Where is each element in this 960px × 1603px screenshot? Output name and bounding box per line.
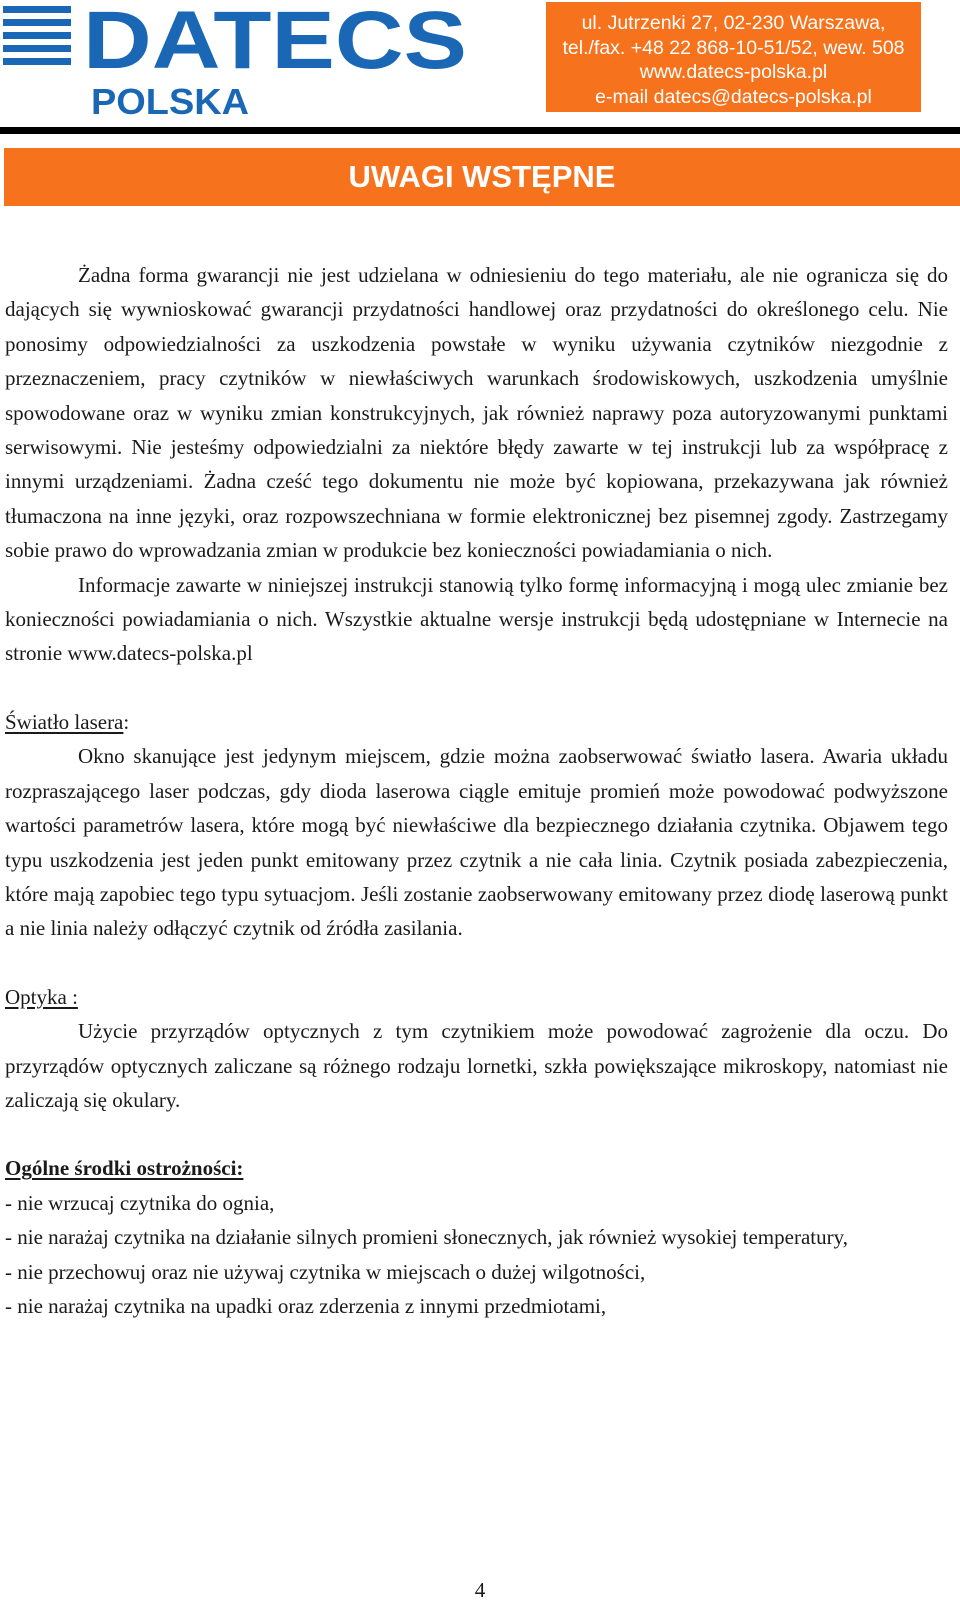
optics-heading-text: Optyka :	[5, 984, 78, 1009]
precaution-item: - nie przechowuj oraz nie używaj czytnika w miejscach o dużej wilgotności,	[5, 1259, 646, 1284]
page-title: UWAGI WSTĘPNE	[348, 159, 616, 194]
laser-heading-text: Światło lasera	[5, 709, 124, 734]
contact-email[interactable]: e-mail datecs@datecs-polska.pl	[595, 85, 872, 108]
page-header	[0, 0, 960, 136]
intro-paragraph-2: Informacje zawarte w niniejszej instrukcji stanowią tylko formę informacyjną i mogą ulec zmianie bez konieczności powiadamiania o nich. Wszystkie aktualne wersje instrukcji będą udostępniane w Internecie na stronie www.datecs-polska.pl	[5, 572, 948, 666]
header-divider	[0, 127, 960, 134]
precaution-item: - nie narażaj czytnika na upadki oraz zderzenia z innymi przedmiotami,	[5, 1293, 607, 1318]
contact-box	[546, 2, 921, 112]
spacer	[5, 1117, 948, 1151]
intro-paragraph-1: Żadna forma gwarancji nie jest udzielana w odniesieniu do tego materiału, ale nie ogranicza się do dających się wywnioskować gwarancji przydatności handlowej oraz przydatności do określonego celu. Nie ponosimy odpowiedzialności za uszkodzenia powstałe w wyniku używania czytników niezgodnie z przeznaczeniem, pracy czytników w niewłaściwych warunkach środowiskowych, uszkodzenia umyślnie spowodowane oraz w wyniku zmian konstrukcyjnych, jak również naprawy poza autoryzowanymi punktami serwisowymi. Nie jesteśmy odpowiedzialni za niektóre błędy zawarte w tej instrukcji lub za współpracę z innymi urządzeniami. Żadna cześć tego dokumentu nie może być kopiowana, przekazywana jak również tłumaczona na inne języki, oraz rozpowszechniana w formie elektronicznej bez pisemnej zgody. Zastrzegamy sobie prawo do wprowadzania zmian w produkcie bez konieczności powiadamiania o nich.	[5, 263, 948, 563]
laser-heading-colon: :	[123, 709, 130, 734]
laser-heading	[5, 705, 948, 739]
page-number: 4	[474, 1578, 486, 1602]
precaution-item: - nie narażaj czytnika na działanie silnych promieni słonecznych, jak również wysokiej temperatury,	[5, 1225, 848, 1250]
contact-address: ul. Jutrzenki 27, 02-230 Warszawa,	[581, 12, 886, 34]
laser-paragraph: Okno skanujące jest jedynym miejscem, gdzie można zaobserwować światło lasera. Awaria układu rozpraszającego laser podczas, gdy dioda laserowa ciągle emituje promień może powodować podwyższone wartości parametrów lasera, które mogą być niewłaściwe dla bezpiecznego działania czytnika. Objawem tego typu uszkodzenia jest jeden punkt emitowany przez czytnik a nie cała linia. Czytnik posiada zabezpieczenia, które mają zapobiec tego typu sytuacjom. Jeśli zostanie zaobserwowany emitowany przez diodę laserową punkt a nie linia należy odłączyć czytnik od źródła zasilania.	[5, 744, 948, 941]
datecs-logo	[3, 2, 473, 120]
precautions-heading-text: Ogólne środki ostrożności:	[5, 1156, 244, 1181]
spacer	[5, 946, 948, 980]
logo-brand: DATECS	[83, 2, 467, 86]
precautions-heading	[5, 1151, 948, 1185]
contact-phone: tel./fax. +48 22 868-10-51/52, wew. 508	[562, 36, 905, 59]
optics-heading	[5, 980, 948, 1014]
page-title-banner	[4, 148, 960, 206]
logo-stripes-icon	[3, 6, 71, 65]
logo-sub: POLSKA	[91, 81, 249, 120]
contact-website[interactable]: www.datecs-polska.pl	[639, 61, 828, 83]
precaution-item: - nie wrzucaj czytnika do ognia,	[5, 1190, 275, 1215]
document-body	[5, 258, 948, 1323]
optics-paragraph: Użycie przyrządów optycznych z tym czytnikiem może powodować zagrożenie dla oczu. Do przyrządów optycznych zaliczane są różnego rodzaju lornetki, szkła powiększające mikroskopy, natomiast nie zaliczają się okulary.	[5, 1019, 948, 1112]
spacer	[5, 671, 948, 705]
